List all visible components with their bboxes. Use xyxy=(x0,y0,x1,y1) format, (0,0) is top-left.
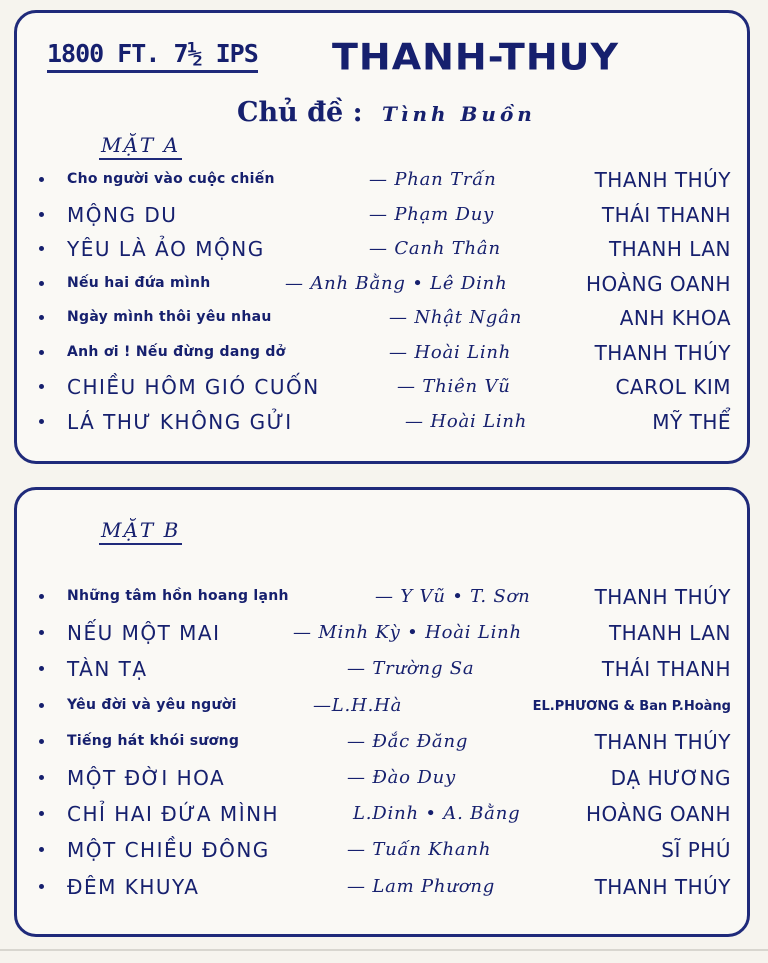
track-singer: THÁI THANH xyxy=(601,202,731,227)
track-title: TÀN TẠ xyxy=(67,657,148,682)
track-row xyxy=(17,234,747,269)
side-b-label: MẶT B xyxy=(99,518,182,545)
track-singer: EL.PHƯƠNG & Ban P.Hoàng xyxy=(532,698,731,714)
side-a-label: MẶT A xyxy=(99,133,182,160)
track-singer: MỸ THỂ xyxy=(652,409,731,434)
track-singer: THÁI THANH xyxy=(601,657,731,682)
track-composer: — Nhật Ngân xyxy=(389,307,523,328)
brand-title: THANH-THUY xyxy=(332,36,620,78)
side-b-tracklist xyxy=(17,582,747,908)
track-title: CHIỀU HÔM GIÓ CUỐN xyxy=(67,375,320,399)
track-row xyxy=(17,799,747,835)
track-composer: — Thiên Vũ xyxy=(397,376,511,397)
track-composer: — Đào Duy xyxy=(347,766,456,788)
track-row xyxy=(17,582,747,618)
track-composer: — Phan Trấn xyxy=(369,169,497,190)
bullet-icon xyxy=(39,847,44,852)
track-singer: THANH THÚY xyxy=(594,729,731,754)
track-composer: — Tuấn Khanh xyxy=(347,839,492,861)
track-row xyxy=(17,338,747,373)
track-row xyxy=(17,407,747,442)
theme-label: Chủ đề : xyxy=(237,97,363,128)
track-singer: DẠ HƯƠNG xyxy=(610,765,731,790)
track-title: Cho người vào cuộc chiến xyxy=(67,171,275,187)
bullet-icon xyxy=(39,775,44,780)
bullet-icon xyxy=(39,419,44,424)
track-row xyxy=(17,691,747,727)
track-row xyxy=(17,200,747,235)
track-title: Ngày mình thôi yêu nhau xyxy=(67,309,272,325)
bullet-icon xyxy=(39,666,44,671)
bullet-icon xyxy=(39,315,44,320)
bullet-icon xyxy=(39,703,44,708)
track-composer: — Hoài Linh xyxy=(405,410,528,432)
track-title: Những tâm hồn hoang lạnh xyxy=(67,588,289,604)
track-singer: THANH LAN xyxy=(608,621,731,646)
track-title: Yêu đời và yêu người xyxy=(67,696,237,713)
track-composer: — Lam Phương xyxy=(347,875,496,897)
bullet-icon xyxy=(39,212,44,217)
track-title: Tiếng hát khói sương xyxy=(67,732,240,749)
track-title: Anh ơi ! Nếu đừng dang dở xyxy=(67,343,286,360)
track-title: NẾU MỘT MAI xyxy=(67,621,221,646)
side-a-tracklist xyxy=(17,165,747,441)
track-row xyxy=(17,654,747,690)
side-b-card xyxy=(14,487,750,937)
bullet-icon xyxy=(39,246,44,251)
bullet-icon xyxy=(39,350,44,355)
track-composer: L.Dinh • A. Bằng xyxy=(353,803,521,825)
track-title: MỘT CHIỀU ĐÔNG xyxy=(67,838,270,863)
bullet-icon xyxy=(39,884,44,889)
track-composer: — Phạm Duy xyxy=(369,203,495,225)
track-row xyxy=(17,618,747,654)
track-row xyxy=(17,303,747,338)
bullet-icon xyxy=(39,594,44,599)
track-title: ĐÊM KHUYA xyxy=(67,874,200,899)
bullet-icon xyxy=(39,384,44,389)
bullet-icon xyxy=(39,739,44,744)
track-singer: THANH LAN xyxy=(608,237,731,261)
track-row xyxy=(17,727,747,763)
track-composer: — Minh Kỳ • Hoài Linh xyxy=(293,622,522,644)
track-singer: THANH THÚY xyxy=(594,585,731,609)
track-title: Nếu hai đứa mình xyxy=(67,274,211,291)
track-row xyxy=(17,372,747,407)
track-row xyxy=(17,269,747,304)
side-a-card xyxy=(14,10,750,464)
track-singer: THANH THÚY xyxy=(594,874,731,899)
track-composer: — Hoài Linh xyxy=(389,341,512,363)
track-title: YÊU LÀ ẢO MỘNG xyxy=(67,237,265,261)
track-singer: HOÀNG OANH xyxy=(586,802,731,827)
track-composer: — Anh Bằng • Lê Dinh xyxy=(285,272,508,294)
track-singer: HOÀNG OANH xyxy=(586,271,731,296)
theme-value: Tình Buồn xyxy=(381,102,536,126)
bullet-icon xyxy=(39,811,44,816)
track-singer: THANH THÚY xyxy=(594,168,731,192)
track-title: CHỈ HAI ĐỨA MÌNH xyxy=(67,802,280,827)
track-singer: ANH KHOA xyxy=(619,306,731,330)
track-row xyxy=(17,872,747,908)
track-composer: — Canh Thân xyxy=(369,238,501,259)
track-title: MỘNG DU xyxy=(67,202,178,227)
track-singer: THANH THÚY xyxy=(594,340,731,365)
track-composer: — Y Vũ • T. Sơn xyxy=(375,586,531,607)
bullet-icon xyxy=(39,177,44,182)
theme-line xyxy=(237,97,536,128)
track-singer: SĨ PHÚ xyxy=(661,838,731,863)
track-title: MỘT ĐỜI HOA xyxy=(67,765,226,790)
tape-spec: 1800 FT. 7½ IPS xyxy=(47,39,258,73)
track-composer: — Đắc Đăng xyxy=(347,730,469,752)
bullet-icon xyxy=(39,630,44,635)
track-singer: CAROL KIM xyxy=(615,375,731,399)
track-composer: — Trường Sa xyxy=(347,658,475,680)
bullet-icon xyxy=(39,281,44,286)
track-composer: —L.H.Hà xyxy=(313,694,403,716)
bottom-divider xyxy=(0,949,768,951)
track-row xyxy=(17,763,747,799)
track-row xyxy=(17,165,747,200)
track-title: LÁ THƯ KHÔNG GỬI xyxy=(67,409,293,434)
track-row xyxy=(17,835,747,871)
